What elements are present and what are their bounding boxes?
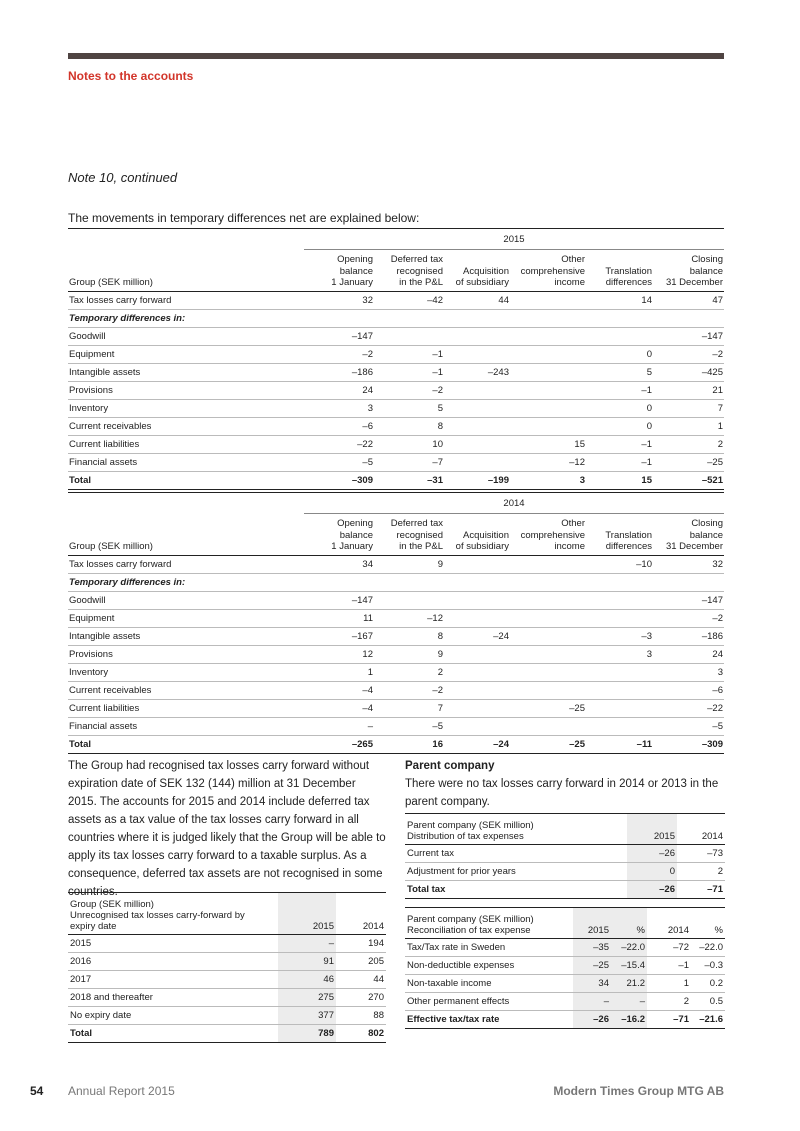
table-row <box>405 993 725 1011</box>
cell-2015: 377 <box>278 1007 336 1025</box>
cell-value <box>510 717 586 735</box>
cell-value: –186 <box>304 363 374 381</box>
cell-value <box>586 309 653 327</box>
cell-value: –25 <box>510 699 586 717</box>
cell-value: –2 <box>374 681 444 699</box>
cell-value <box>444 555 510 573</box>
cell-value <box>586 699 653 717</box>
cell-value: –24 <box>444 627 510 645</box>
cell-value: –521 <box>653 471 724 489</box>
row-label: Goodwill <box>68 327 304 345</box>
cell-value <box>510 555 586 573</box>
group-header: Group (SEK million) <box>68 514 304 556</box>
col-2015-pct: % <box>611 908 647 939</box>
cell-value: 3 <box>653 663 724 681</box>
cell-value: –25 <box>573 957 611 975</box>
table-row <box>405 957 725 975</box>
row-label: Non-taxable income <box>405 975 573 993</box>
cell-value: –25 <box>653 453 724 471</box>
row-label: Financial assets <box>68 717 304 735</box>
cell-value: 0 <box>586 345 653 363</box>
row-label: 2018 and thereafter <box>68 989 278 1007</box>
row-label: Provisions <box>68 381 304 399</box>
cell-value: 34 <box>573 975 611 993</box>
table-row <box>68 309 724 327</box>
cell-2015: –26 <box>627 845 677 863</box>
table-row <box>68 435 724 453</box>
cell-value <box>653 573 724 591</box>
cell-value <box>444 309 510 327</box>
cell-value <box>510 591 586 609</box>
col-2014-pct: % <box>691 908 725 939</box>
cell-value: –425 <box>653 363 724 381</box>
row-label: Tax losses carry forward <box>68 291 304 309</box>
cell-value: –4 <box>304 681 374 699</box>
row-label: Equipment <box>68 345 304 363</box>
cell-value <box>510 399 586 417</box>
cell-value: 9 <box>374 645 444 663</box>
cell-value: –7 <box>374 453 444 471</box>
group-tax-losses-text: The Group had recognised tax losses carry forward without expiration date of SEK 132 (144) million at 31 December 2015. The accounts for 2015 and 2014 include deferred tax assets as a tax value of the tax losses carry forward in all countries where it is judged likely that the Group will be able to apply its tax losses carry forward to a taxable surplus. As a consequence, deferred tax assets are not recognised in some countries. <box>68 760 386 898</box>
cell-value: –26 <box>573 1011 611 1029</box>
cell-2014: 88 <box>336 1007 386 1025</box>
top-rule <box>68 53 724 59</box>
cell-value <box>444 399 510 417</box>
col-2014: 2014 <box>647 908 691 939</box>
table-row <box>68 291 724 309</box>
col-other: Other comprehensive income <box>510 514 586 556</box>
cell-value <box>304 309 374 327</box>
cell-value: –22.0 <box>691 939 725 957</box>
cell-value: 1 <box>304 663 374 681</box>
col-2014: 2014 <box>336 893 386 935</box>
table-row <box>68 471 724 489</box>
cell-value <box>586 681 653 699</box>
table-row <box>68 989 386 1007</box>
cell-value <box>444 435 510 453</box>
row-label: Equipment <box>68 609 304 627</box>
cell-2015: 789 <box>278 1025 336 1043</box>
reconciliation-table <box>405 907 725 1029</box>
row-label: Tax/Tax rate in Sweden <box>405 939 573 957</box>
table-row <box>68 663 724 681</box>
cell-value: 15 <box>510 435 586 453</box>
cell-value: –147 <box>653 591 724 609</box>
section-title: Notes to the accounts <box>68 69 194 83</box>
row-label: 2015 <box>68 935 278 953</box>
table-row <box>68 417 724 435</box>
cell-value <box>510 381 586 399</box>
page-number: 54 <box>30 1084 44 1098</box>
cell-value <box>444 663 510 681</box>
cell-value: 5 <box>374 399 444 417</box>
cell-value: –5 <box>653 717 724 735</box>
table-row <box>68 573 724 591</box>
cell-value <box>444 381 510 399</box>
cell-value: 3 <box>586 645 653 663</box>
cell-value: –265 <box>304 735 374 753</box>
table-row <box>68 681 724 699</box>
cell-value: –1 <box>586 453 653 471</box>
row-label: Other permanent effects <box>405 993 573 1011</box>
cell-value <box>444 681 510 699</box>
cell-value <box>374 591 444 609</box>
col-translation: Translation differences <box>586 514 653 556</box>
table-row <box>405 1011 725 1029</box>
cell-value: –12 <box>510 453 586 471</box>
col-deferred: Deferred tax recognised in the P&L <box>374 514 444 556</box>
cell-value <box>444 327 510 345</box>
table-row <box>68 935 386 953</box>
row-label: Current receivables <box>68 681 304 699</box>
cell-value: –2 <box>374 381 444 399</box>
row-label: Temporary differences in: <box>68 573 304 591</box>
cell-value <box>444 645 510 663</box>
cell-value <box>510 573 586 591</box>
cell-value <box>586 591 653 609</box>
cell-value <box>444 699 510 717</box>
row-label: Non-deductible expenses <box>405 957 573 975</box>
row-label: Current tax <box>405 845 627 863</box>
cell-value: –243 <box>444 363 510 381</box>
cell-value <box>444 609 510 627</box>
row-label: Current receivables <box>68 417 304 435</box>
cell-value: 44 <box>444 291 510 309</box>
cell-value: 2 <box>653 435 724 453</box>
cell-value: 24 <box>653 645 724 663</box>
cell-2015: 91 <box>278 953 336 971</box>
col-acquisition: Acquisition of subsidiary <box>444 250 510 292</box>
table-row <box>405 863 725 881</box>
cell-value: – <box>611 993 647 1011</box>
cell-value: 2 <box>647 993 691 1011</box>
year-label: 2015 <box>304 229 724 250</box>
cell-value <box>586 573 653 591</box>
col-acquisition: Acquisition of subsidiary <box>444 514 510 556</box>
cell-value <box>444 345 510 363</box>
cell-2014: 194 <box>336 935 386 953</box>
col-2014: 2014 <box>677 814 725 845</box>
cell-value: 3 <box>510 471 586 489</box>
row-label: Goodwill <box>68 591 304 609</box>
row-label: Adjustment for prior years <box>405 863 627 881</box>
cell-value <box>510 417 586 435</box>
cell-value <box>510 363 586 381</box>
cell-value <box>510 291 586 309</box>
cell-2015: – <box>278 935 336 953</box>
cell-value: –6 <box>653 681 724 699</box>
row-label: Current liabilities <box>68 699 304 717</box>
cell-value <box>510 345 586 363</box>
cell-2014: 270 <box>336 989 386 1007</box>
row-label: Total tax <box>405 881 627 899</box>
cell-value: –71 <box>647 1011 691 1029</box>
cell-2014: –73 <box>677 845 725 863</box>
cell-value: –1 <box>586 381 653 399</box>
cell-value: –1 <box>586 435 653 453</box>
cell-value: –199 <box>444 471 510 489</box>
table-row <box>68 953 386 971</box>
cell-value: 16 <box>374 735 444 753</box>
cell-value: –1 <box>374 345 444 363</box>
cell-value: 12 <box>304 645 374 663</box>
cell-value: –1 <box>374 363 444 381</box>
cell-value: –35 <box>573 939 611 957</box>
col-closing: Closing balance 31 December <box>653 514 724 556</box>
cell-value: 10 <box>374 435 444 453</box>
cell-value: –16.2 <box>611 1011 647 1029</box>
cell-value: 8 <box>374 627 444 645</box>
note-title: Note 10, continued <box>68 170 178 185</box>
cell-value: –309 <box>653 735 724 753</box>
table-row <box>68 699 724 717</box>
cell-value: –186 <box>653 627 724 645</box>
cell-value <box>374 309 444 327</box>
cell-value: 8 <box>374 417 444 435</box>
cell-value: – <box>304 717 374 735</box>
col-translation: Translation differences <box>586 250 653 292</box>
cell-value: –31 <box>374 471 444 489</box>
cell-value: 0 <box>586 399 653 417</box>
cell-value: 5 <box>586 363 653 381</box>
cell-value: –147 <box>653 327 724 345</box>
cell-value: 32 <box>653 555 724 573</box>
cell-value: –22.0 <box>611 939 647 957</box>
col-opening: Opening balance 1 January <box>304 250 374 292</box>
row-label: Intangible assets <box>68 363 304 381</box>
cell-value: 0 <box>586 417 653 435</box>
reconciliation-header: Parent company (SEK million) Reconciliation of tax expense <box>405 908 573 939</box>
col-2015: 2015 <box>627 814 677 845</box>
parent-paragraph: There were no tax losses carry forward in 2014 or 2013 in the parent company. <box>405 778 719 808</box>
distribution-header: Parent company (SEK million) Distribution of tax expenses <box>405 814 627 845</box>
table-row <box>405 975 725 993</box>
cell-value: –147 <box>304 591 374 609</box>
cell-value: 0.5 <box>691 993 725 1011</box>
col-2015: 2015 <box>278 893 336 935</box>
col-deferred: Deferred tax recognised in the P&L <box>374 250 444 292</box>
cell-value: –12 <box>374 609 444 627</box>
cell-value: –10 <box>586 555 653 573</box>
row-label: Financial assets <box>68 453 304 471</box>
cell-value: 3 <box>304 399 374 417</box>
row-label: Provisions <box>68 645 304 663</box>
cell-value <box>510 309 586 327</box>
cell-value: –25 <box>510 735 586 753</box>
cell-value: 15 <box>586 471 653 489</box>
report-title: Annual Report 2015 <box>68 1084 175 1098</box>
cell-value: 9 <box>374 555 444 573</box>
cell-value: –6 <box>304 417 374 435</box>
year-label: 2014 <box>304 493 724 514</box>
cell-value <box>374 327 444 345</box>
cell-value: 1 <box>653 417 724 435</box>
unrecognised-table <box>68 892 386 1043</box>
row-label: Current liabilities <box>68 435 304 453</box>
cell-value: 47 <box>653 291 724 309</box>
cell-value: –22 <box>304 435 374 453</box>
cell-value <box>444 417 510 435</box>
cell-value: 11 <box>304 609 374 627</box>
cell-value: –2 <box>304 345 374 363</box>
cell-value <box>510 663 586 681</box>
cell-value <box>510 627 586 645</box>
cell-value: –5 <box>304 453 374 471</box>
cell-value: 1 <box>647 975 691 993</box>
cell-value <box>586 609 653 627</box>
col-opening: Opening balance 1 January <box>304 514 374 556</box>
table-row <box>68 1007 386 1025</box>
cell-2014: 2 <box>677 863 725 881</box>
row-label: Tax losses carry forward <box>68 555 304 573</box>
row-label: Total <box>68 471 304 489</box>
cell-value <box>304 573 374 591</box>
cell-value: –4 <box>304 699 374 717</box>
table-row <box>68 645 724 663</box>
table-row <box>68 327 724 345</box>
cell-value: –24 <box>444 735 510 753</box>
table-row <box>68 399 724 417</box>
table-row <box>68 1025 386 1043</box>
cell-value: –21.6 <box>691 1011 725 1029</box>
parent-company-text <box>405 757 725 811</box>
row-label: 2017 <box>68 971 278 989</box>
row-label: Effective tax/tax rate <box>405 1011 573 1029</box>
cell-value: 21 <box>653 381 724 399</box>
intro-text: The movements in temporary differences net are explained below: <box>68 211 420 225</box>
cell-value: –22 <box>653 699 724 717</box>
cell-value: 7 <box>374 699 444 717</box>
cell-value <box>586 327 653 345</box>
company-name: Modern Times Group MTG AB <box>553 1084 724 1098</box>
distribution-table <box>405 813 725 899</box>
row-label: Inventory <box>68 663 304 681</box>
cell-value <box>374 573 444 591</box>
movements-table-2014 <box>68 492 724 754</box>
row-label: 2016 <box>68 953 278 971</box>
table-row <box>405 881 725 899</box>
table-row <box>68 591 724 609</box>
cell-value <box>444 453 510 471</box>
table-row <box>68 717 724 735</box>
table-row <box>68 453 724 471</box>
row-label: Temporary differences in: <box>68 309 304 327</box>
row-label: Total <box>68 1025 278 1043</box>
table-row <box>68 971 386 989</box>
col-other: Other comprehensive income <box>510 250 586 292</box>
cell-value: –147 <box>304 327 374 345</box>
cell-value: –42 <box>374 291 444 309</box>
cell-value: –11 <box>586 735 653 753</box>
cell-value <box>444 717 510 735</box>
cell-2014: 802 <box>336 1025 386 1043</box>
cell-value <box>444 591 510 609</box>
unrecognised-header: Group (SEK million) Unrecognised tax losses carry-forward by expiry date <box>68 893 278 935</box>
cell-value: 21.2 <box>611 975 647 993</box>
cell-value <box>586 717 653 735</box>
table-row <box>68 627 724 645</box>
cell-value: –2 <box>653 609 724 627</box>
cell-value: 7 <box>653 399 724 417</box>
cell-value: –3 <box>586 627 653 645</box>
col-closing: Closing balance 31 December <box>653 250 724 292</box>
movements-table-2015 <box>68 228 724 490</box>
cell-value: 2 <box>374 663 444 681</box>
cell-value: 34 <box>304 555 374 573</box>
row-label: Intangible assets <box>68 627 304 645</box>
cell-value: –309 <box>304 471 374 489</box>
row-label: Inventory <box>68 399 304 417</box>
table-row <box>68 363 724 381</box>
cell-2015: 0 <box>627 863 677 881</box>
cell-2014: 44 <box>336 971 386 989</box>
cell-value: –5 <box>374 717 444 735</box>
cell-2015: 46 <box>278 971 336 989</box>
cell-value <box>586 663 653 681</box>
cell-value: 14 <box>586 291 653 309</box>
table-row <box>68 345 724 363</box>
parent-heading: Parent company <box>405 760 495 772</box>
table-row <box>68 381 724 399</box>
cell-value: –0.3 <box>691 957 725 975</box>
row-label: Total <box>68 735 304 753</box>
cell-value: 0.2 <box>691 975 725 993</box>
cell-value: –72 <box>647 939 691 957</box>
cell-value: –1 <box>647 957 691 975</box>
cell-value <box>510 609 586 627</box>
cell-value <box>510 327 586 345</box>
table-row <box>405 939 725 957</box>
cell-2015: 275 <box>278 989 336 1007</box>
cell-value <box>510 645 586 663</box>
cell-2014: –71 <box>677 881 725 899</box>
cell-value: –167 <box>304 627 374 645</box>
cell-value: –2 <box>653 345 724 363</box>
table-row <box>68 555 724 573</box>
row-label: No expiry date <box>68 1007 278 1025</box>
cell-value: 32 <box>304 291 374 309</box>
cell-2015: –26 <box>627 881 677 899</box>
cell-2014: 205 <box>336 953 386 971</box>
cell-value <box>653 309 724 327</box>
cell-value <box>510 681 586 699</box>
cell-value: –15.4 <box>611 957 647 975</box>
col-2015: 2015 <box>573 908 611 939</box>
table-row <box>405 845 725 863</box>
group-header: Group (SEK million) <box>68 250 304 292</box>
cell-value <box>444 573 510 591</box>
cell-value: – <box>573 993 611 1011</box>
table-row <box>68 735 724 753</box>
table-row <box>68 609 724 627</box>
cell-value: 24 <box>304 381 374 399</box>
